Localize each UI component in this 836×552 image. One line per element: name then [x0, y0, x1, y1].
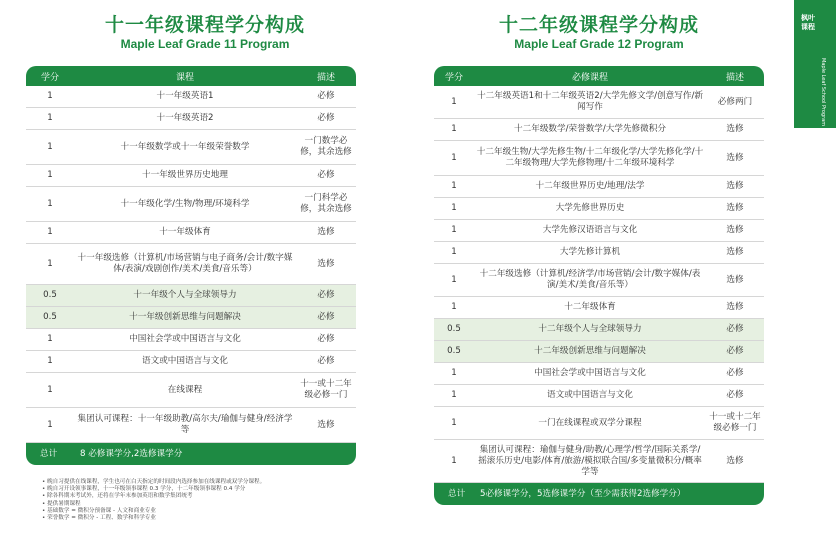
course-cell: 集团认可课程：十一年级助教/高尔夫/瑜伽与健身/经济学等: [74, 408, 296, 443]
desc-cell: 选修: [706, 198, 764, 220]
course-cell: 大学先修汉语语言与文化: [474, 220, 706, 242]
course-cell: 语文或中国语言与文化: [74, 351, 296, 373]
table-row: [26, 307, 356, 329]
desc-cell: 必修: [296, 108, 356, 130]
desc-cell: 十一或十二年级必修一门: [706, 407, 764, 440]
course-cell: 十二年级世界历史/地理/法学: [474, 176, 706, 198]
total-row: [26, 443, 356, 466]
grade12-title-en: Maple Leaf Grade 12 Program: [514, 37, 684, 51]
side-label-en: Maple Leaf School Program: [820, 58, 826, 127]
course-cell: 语文或中国语言与文化: [474, 385, 706, 407]
table-row: [26, 130, 356, 165]
table-row: [26, 408, 356, 443]
grade12-title-zh: 十二年级课程学分构成: [498, 14, 699, 36]
credit-cell: 1: [434, 141, 474, 176]
desc-cell: 选修: [296, 408, 356, 443]
table-row: [434, 440, 764, 483]
table-header-row: [434, 66, 764, 86]
desc-cell: 选修: [706, 220, 764, 242]
credit-cell: 1: [434, 297, 474, 319]
credit-cell: 1: [434, 220, 474, 242]
desc-cell: 选修: [706, 297, 764, 319]
credit-cell: 1: [26, 244, 74, 285]
desc-cell: 必修: [296, 307, 356, 329]
desc-cell: 必修: [296, 351, 356, 373]
footnote-item: • 荣誉数学 = 微积分 - 工程、数学和科学专业: [42, 515, 372, 522]
footnote-item: • 基础数学 = 微积分预备课 - 人文和商业专业: [42, 508, 372, 515]
course-cell: 十一年级英语2: [74, 108, 296, 130]
credit-cell: 1: [26, 187, 74, 222]
course-cell: 大学先修世界历史: [474, 198, 706, 220]
course-cell: 十一年级英语1: [74, 86, 296, 108]
course-cell: 十二年级个人与全球领导力: [474, 319, 706, 341]
table-row: [26, 244, 356, 285]
desc-cell: 必修: [296, 165, 356, 187]
credit-cell: 1: [434, 119, 474, 141]
credit-cell: 1: [434, 440, 474, 483]
course-cell: 集团认可课程：瑜伽与健身/助教/心理学/哲学/国际关系学/摇滚乐历史/电影/体育/旅游/模拟联合国/多变量微积分/概率学等: [474, 440, 706, 483]
course-cell: 十一年级创新思维与问题解决: [74, 307, 296, 329]
desc-cell: 选修: [706, 119, 764, 141]
course-cell: 十二年级体育: [474, 297, 706, 319]
header-course: 课程: [74, 66, 296, 86]
desc-cell: 必修: [296, 86, 356, 108]
table-row: [434, 341, 764, 363]
table-row: [434, 141, 764, 176]
total-label: 总计: [26, 443, 74, 466]
course-cell: 十二年级生物/大学先修生物/十二年级化学/大学先修化学/十二年级物理/大学先修物理/十二年级环境科学: [474, 141, 706, 176]
table-row: [26, 108, 356, 130]
grade11-title: [40, 14, 370, 52]
course-cell: 十一年级数学或十一年级荣誉数学: [74, 130, 296, 165]
course-cell: 在线课程: [74, 373, 296, 408]
side-tab: [794, 0, 836, 128]
credit-cell: 0.5: [434, 341, 474, 363]
table-row: [434, 86, 764, 119]
table-row: [434, 176, 764, 198]
table-row: [434, 119, 764, 141]
credit-cell: 1: [26, 165, 74, 187]
table-row: [434, 363, 764, 385]
table-row: [434, 242, 764, 264]
table-header-row: [26, 66, 356, 86]
total-text: 5必修课学分，5选修课学分（至少需获得2选修学分）: [474, 483, 764, 506]
grade12-title: [434, 14, 764, 52]
credit-cell: 1: [434, 385, 474, 407]
desc-cell: 十一或十二年级必修一门: [296, 373, 356, 408]
table-row: [434, 198, 764, 220]
desc-cell: 选修: [296, 222, 356, 244]
course-cell: 十二年级选修（计算机/经济学/市场营销/会计/数字媒体/表演/美术/美食/音乐等）: [474, 264, 706, 297]
credit-cell: 1: [26, 373, 74, 408]
course-cell: 大学先修计算机: [474, 242, 706, 264]
table-row: [434, 220, 764, 242]
header-desc: 描述: [296, 66, 356, 86]
table-row: [434, 407, 764, 440]
course-cell: 十一年级化学/生物/物理/环境科学: [74, 187, 296, 222]
header-course: 必修课程: [474, 66, 706, 86]
desc-cell: 选修: [706, 176, 764, 198]
credit-cell: 1: [434, 86, 474, 119]
credit-cell: 1: [26, 86, 74, 108]
desc-cell: 选修: [706, 264, 764, 297]
credit-cell: 1: [434, 363, 474, 385]
table-row: [26, 285, 356, 307]
table-row: [26, 329, 356, 351]
desc-cell: 选修: [296, 244, 356, 285]
credit-cell: 1: [434, 242, 474, 264]
desc-cell: 必修: [296, 329, 356, 351]
credit-cell: 1: [434, 264, 474, 297]
table-row: [434, 297, 764, 319]
desc-cell: 一门科学必修，其余选修: [296, 187, 356, 222]
footnote-item: • 除各科期末考试外，还将在学年末参加英语和数学集团统考: [42, 493, 372, 500]
credit-cell: 0.5: [434, 319, 474, 341]
course-cell: 十一年级个人与全球领导力: [74, 285, 296, 307]
grade11-title-zh: 十一年级课程学分构成: [104, 14, 305, 36]
desc-cell: 必修两门: [706, 86, 764, 119]
header-desc: 描述: [706, 66, 764, 86]
table-row: [434, 264, 764, 297]
header-credit: 学分: [434, 66, 474, 86]
total-text: 8 必修课学分,2选修课学分: [74, 443, 356, 466]
table-row: [26, 373, 356, 408]
grade11-title-en: Maple Leaf Grade 11 Program: [120, 37, 290, 51]
credit-cell: 1: [26, 130, 74, 165]
credit-cell: 1: [26, 351, 74, 373]
footnote-item: • 提供暑期课程: [42, 501, 372, 508]
credit-cell: 1: [26, 108, 74, 130]
desc-cell: 选修: [706, 242, 764, 264]
course-cell: 十二年级英语1和十二年级英语2/大学先修文学/创意写作/新闻写作: [474, 86, 706, 119]
credit-cell: 1: [434, 198, 474, 220]
course-cell: 中国社会学或中国语言与文化: [74, 329, 296, 351]
credit-cell: 1: [434, 176, 474, 198]
course-cell: 十一年级体育: [74, 222, 296, 244]
footnote-item: • 晚自习开设领事课程，十一年级领事课程 0.3 学分，十二年级领事课程 0.4 学分: [42, 486, 372, 493]
total-label: 总计: [434, 483, 474, 506]
course-cell: 一门在线课程或双学分课程: [474, 407, 706, 440]
desc-cell: 一门数学必修，其余选修: [296, 130, 356, 165]
credit-cell: 0.5: [26, 285, 74, 307]
credit-cell: 1: [434, 407, 474, 440]
grade11-course-table: [26, 66, 356, 465]
desc-cell: 必修: [706, 385, 764, 407]
table-row: [26, 187, 356, 222]
table-row: [434, 385, 764, 407]
table-row: [26, 165, 356, 187]
credit-cell: 0.5: [26, 307, 74, 329]
credit-cell: 1: [26, 329, 74, 351]
desc-cell: 必修: [706, 341, 764, 363]
course-cell: 十一年级选修（计算机/市场营销与电子商务/会计/数字媒体/表演/戏剧创作/美术/美食/音乐等）: [74, 244, 296, 285]
total-row: [434, 483, 764, 506]
table-row: [26, 351, 356, 373]
footnotes: [42, 479, 372, 522]
course-cell: 十二年级数学/荣誉数学/大学先修微积分: [474, 119, 706, 141]
desc-cell: 必修: [706, 363, 764, 385]
table-row: [26, 86, 356, 108]
desc-cell: 选修: [706, 440, 764, 483]
side-label-zh: 枫叶课程: [801, 14, 815, 31]
credit-cell: 1: [26, 222, 74, 244]
grade12-course-table: [434, 66, 764, 505]
table-row: [26, 222, 356, 244]
table-row: [434, 319, 764, 341]
footnote-item: • 晚自习提供在线课程，学生也可在白天指定的时间段内选择参加在线课程或双学分课程。: [42, 479, 372, 486]
course-cell: 十二年级创新思维与问题解决: [474, 341, 706, 363]
desc-cell: 选修: [706, 141, 764, 176]
credit-cell: 1: [26, 408, 74, 443]
desc-cell: 必修: [706, 319, 764, 341]
header-credit: 学分: [26, 66, 74, 86]
course-cell: 十一年级世界历史地理: [74, 165, 296, 187]
desc-cell: 必修: [296, 285, 356, 307]
course-cell: 中国社会学或中国语言与文化: [474, 363, 706, 385]
